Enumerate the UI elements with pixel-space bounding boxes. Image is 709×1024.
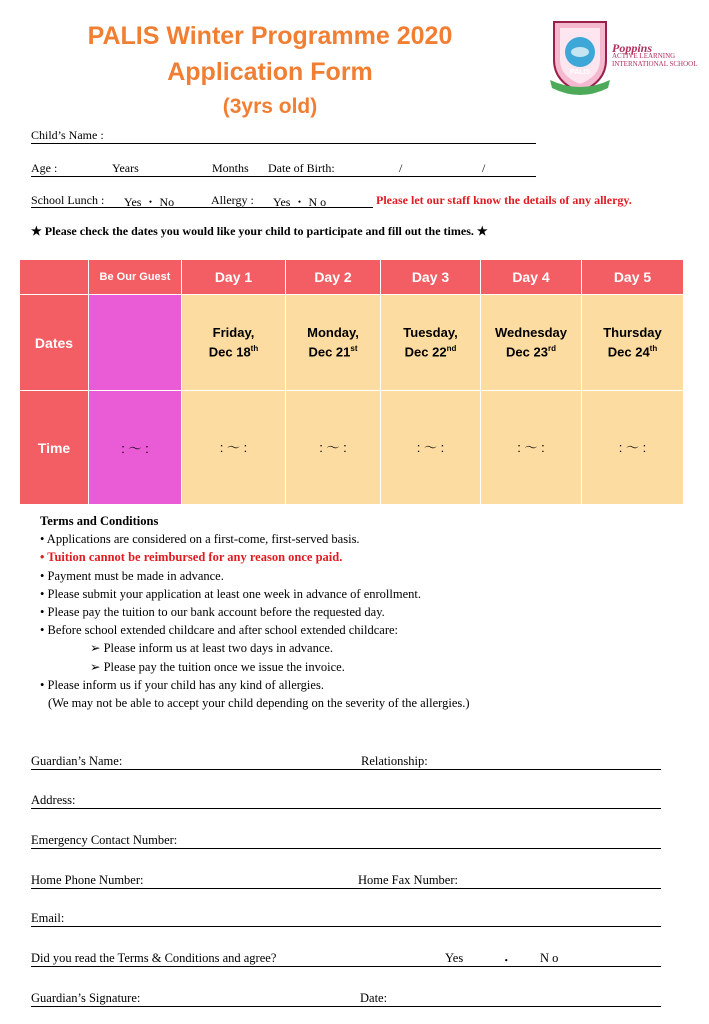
allergy-note: Please let our staff know the details of any allergy. [376, 193, 632, 207]
dates-row-label: Dates [20, 295, 89, 391]
terms-subitem: ➢ Please pay the tuition once we issue the invoice. [90, 659, 345, 674]
dob-slash-2: / [482, 161, 486, 175]
allergy-label: Allergy : [211, 193, 254, 207]
address-label: Address: [31, 793, 76, 807]
address-field[interactable] [31, 808, 661, 809]
day-1-date-cell[interactable]: Friday, Dec 18th [182, 295, 286, 391]
terms-item: • Before school extended childcare and after school extended childcare: [40, 623, 399, 638]
header-corner [20, 260, 89, 295]
poppins-logo-text: Poppins ACTIVE LEARNING INTERNATIONAL SCHOOL [612, 41, 698, 68]
phone-fax-field[interactable] [31, 888, 661, 889]
day-4-date-cell[interactable]: Wednesday Dec 23rd [481, 295, 582, 391]
months-label: Months [212, 161, 249, 175]
terms-item: • Please pay the tuition to our bank account before the requested day. [40, 605, 385, 620]
lunch-options[interactable]: Yes ・ No [124, 195, 175, 209]
form-age-group: (3yrs old) [222, 95, 318, 118]
relationship-label: Relationship: [361, 754, 428, 768]
agree-underline [31, 966, 661, 967]
day-4-time-cell[interactable]: : ～ : [481, 391, 582, 505]
terms-item: • Please inform us if your child has any kind of allergies. [40, 677, 324, 692]
terms-item: • Please submit your application at least one week in advance of enrollment. [40, 586, 421, 601]
email-field[interactable] [31, 926, 661, 927]
age-dob-field[interactable] [31, 176, 536, 177]
lunch-label: School Lunch : [31, 193, 105, 207]
emergency-label: Emergency Contact Number: [31, 833, 178, 847]
instruction-text: ★ Please check the dates you would like your child to participate and fill out the times. ★ [31, 224, 488, 238]
header-guest: Be Our Guest [89, 260, 182, 295]
schedule-table [19, 259, 684, 505]
header-day-5: Day 5 [582, 260, 684, 295]
guest-time-cell[interactable]: : ～ : [89, 391, 182, 505]
terms-item-emphasis: • Tuition cannot be reimbursed for any reason once paid. [40, 550, 343, 565]
home-fax-label: Home Fax Number: [358, 873, 458, 887]
signature-label: Guardian’s Signature: [31, 991, 141, 1005]
guest-date-cell[interactable] [89, 295, 182, 391]
header-day-3: Day 3 [381, 260, 481, 295]
agree-no-option[interactable]: N o [540, 951, 559, 965]
terms-subitem: ➢ Please inform us at least two days in advance. [90, 641, 334, 656]
day-5-time-cell[interactable]: : ～ : [582, 391, 684, 505]
agree-separator: ・ [500, 954, 513, 968]
header-day-4: Day 4 [481, 260, 582, 295]
header-day-1: Day 1 [182, 260, 286, 295]
svg-text:PALIS: PALIS [569, 69, 591, 76]
terms-item: • Payment must be made in advance. [40, 568, 224, 583]
day-1-time-cell[interactable]: : ～ : [182, 391, 286, 505]
form-title: PALIS Winter Programme 2020 [87, 22, 453, 50]
home-phone-label: Home Phone Number: [31, 873, 144, 887]
dob-label: Date of Birth: [268, 161, 335, 175]
terms-item: • Applications are considered on a first-come, first-served basis. [40, 532, 360, 547]
signature-field[interactable] [31, 1006, 661, 1007]
day-3-time-cell[interactable]: : ～ : [381, 391, 481, 505]
form-subtitle: Application Form [167, 58, 373, 86]
guardian-name-label: Guardian’s Name: [31, 754, 123, 768]
date-label: Date: [360, 991, 388, 1005]
dob-slash-1: / [399, 161, 403, 175]
day-5-date-cell[interactable]: Thursday Dec 24th [582, 295, 684, 391]
emergency-field[interactable] [31, 848, 661, 849]
day-3-date-cell[interactable]: Tuesday, Dec 22nd [381, 295, 481, 391]
day-2-date-cell[interactable]: Monday, Dec 21st [286, 295, 381, 391]
child-name-label: Child’s Name : [31, 128, 104, 142]
terms-item-note: (We may not be able to accept your child depending on the severity of the allergies.) [48, 696, 470, 711]
years-label: Years [112, 161, 139, 175]
terms-heading: Terms and Conditions [40, 514, 159, 528]
terms-section [40, 512, 470, 712]
allergy-options[interactable]: Yes ・ N o [273, 195, 327, 209]
header-day-2: Day 2 [286, 260, 381, 295]
time-row-label: Time [20, 391, 89, 505]
agree-yes-option[interactable]: Yes [445, 951, 464, 965]
child-name-field[interactable] [31, 143, 536, 144]
age-label: Age : [31, 161, 58, 175]
guardian-name-field[interactable] [31, 769, 661, 770]
lunch-allergy-underline [31, 207, 373, 208]
day-2-time-cell[interactable]: : ～ : [286, 391, 381, 505]
agree-label: Did you read the Terms & Conditions and agree? [31, 951, 277, 965]
email-label: Email: [31, 911, 65, 925]
